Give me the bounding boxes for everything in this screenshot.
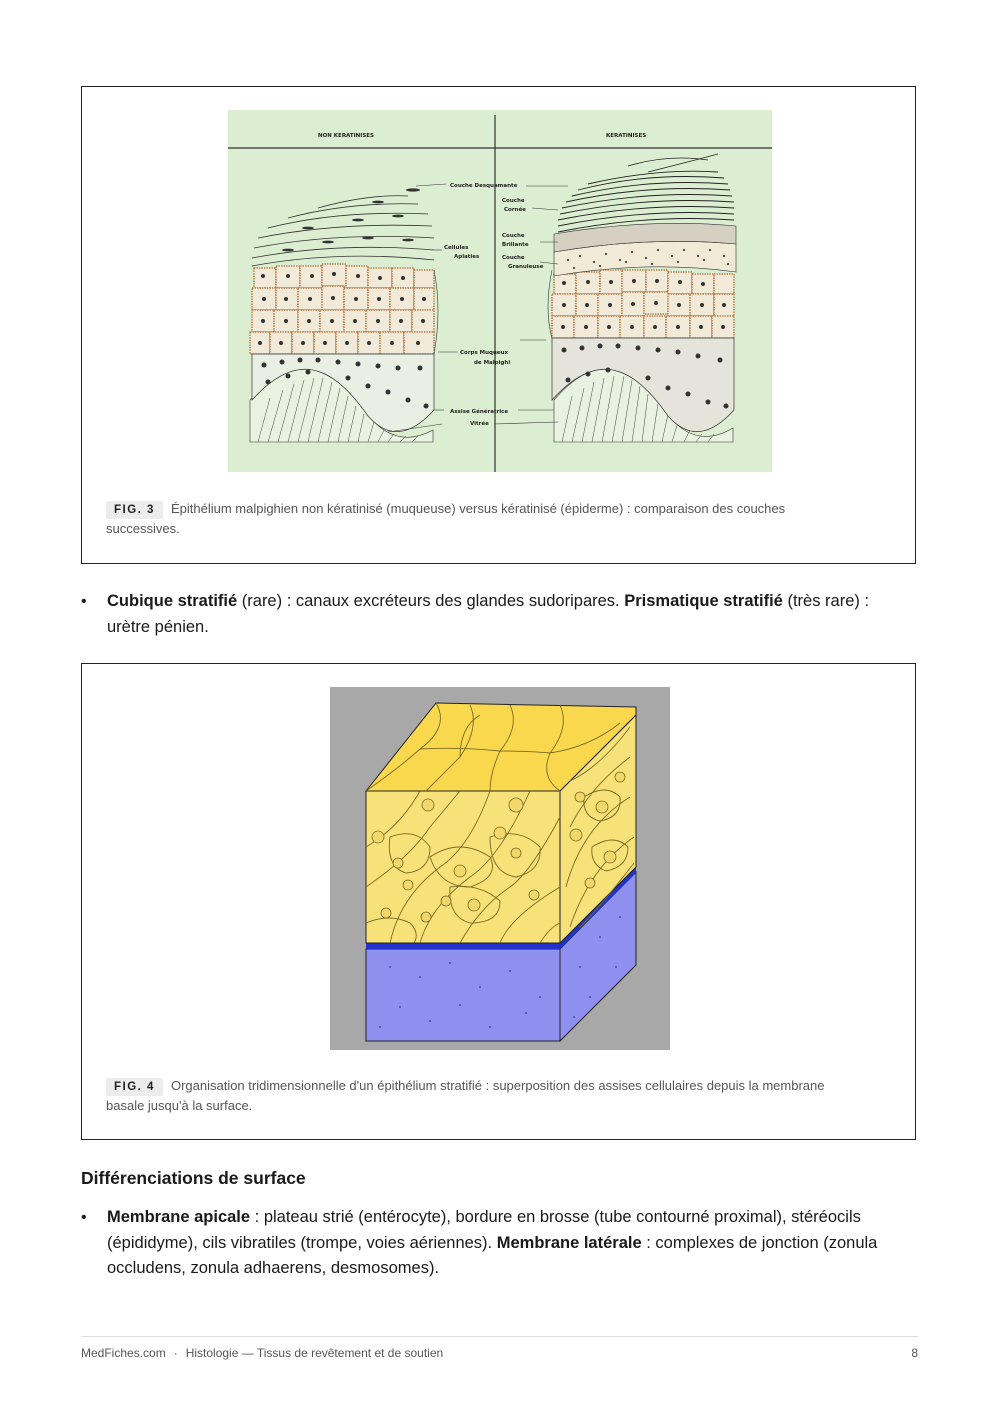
page-footer [81, 1336, 918, 1360]
label-brillante-2: Brillante [502, 242, 529, 248]
figure-4-caption-text: Organisation tridimensionnelle d'un épithélium stratifié : superposition des assises cellulaires depuis la membrane basale jusqu'à la surface. [106, 1078, 825, 1113]
label-aplaties-1: Cellules [444, 245, 469, 251]
label-desquamante: Couche Desquamante [450, 183, 518, 189]
page-number: 8 [911, 1346, 918, 1360]
label-cornee-1: Couche [502, 198, 525, 204]
label-generatrice: Assise Génératrice [450, 409, 509, 415]
figure-4-tag: FIG. 4 [106, 1078, 163, 1096]
term-prismatique-stratifie: Prismatique stratifié [624, 592, 783, 610]
figure-3-caption [106, 499, 855, 539]
figure-4 [81, 663, 916, 1140]
label-cornee-2: Cornée [504, 207, 526, 213]
section-heading: Différenciations de surface [81, 1168, 306, 1188]
footer-site: MedFiches.com [81, 1346, 166, 1360]
stratified-epithelium-3d-diagram [330, 687, 670, 1050]
label-keratinises: KERATINISES [606, 133, 647, 139]
label-malpighi-1: Corps Muqueux [460, 350, 509, 356]
bullet-text-part: (rare) : canaux excréteurs des glandes sudoripares. [237, 592, 625, 610]
figure-3-image [228, 110, 772, 472]
bullet-text [107, 1205, 901, 1282]
figure-4-image [330, 687, 670, 1050]
footer-title: Histologie — Tissus de revêtement et de soutien [185, 1346, 444, 1360]
footer-separator: · [173, 1346, 178, 1360]
label-brillante-1: Couche [502, 233, 525, 239]
term-membrane-laterale: Membrane latérale [496, 1233, 642, 1252]
label-granuleuse-2: Granuleuse [508, 264, 544, 270]
bullet-stratified-types [81, 589, 901, 640]
label-non-keratinises: NON KERATINISES [318, 133, 375, 139]
figure-4-caption [106, 1076, 855, 1116]
bullet-text-part: : complexes de jonction (zonula occludens, zonula adhaerens, desmosomes). [107, 1233, 878, 1277]
label-vitree: Vitrée [470, 421, 489, 427]
term-membrane-apicale: Membrane apicale [107, 1208, 251, 1226]
bullet-text-part: : plateau strié (entérocyte), bordure en brosse (tube contourné proximal), stéréocils (épididyme), cils vibratiles (trompe, voies aériennes). [107, 1208, 861, 1252]
term-cubique-stratifie: Cubique stratifié [107, 592, 238, 610]
bullet-membrane-differentiations [81, 1205, 901, 1282]
label-malpighi-2: de Malpighi [474, 360, 511, 366]
figure-3-caption-text: Épithélium malpighien non kératinisé (muqueuse) versus kératinisé (épiderme) : comparaison des couches successives. [106, 501, 786, 536]
label-aplaties-2: Aplaties [454, 254, 480, 260]
label-granuleuse-1: Couche [502, 255, 525, 261]
bullet-text [107, 589, 901, 640]
malpighian-epithelium-diagram [228, 110, 772, 472]
figure-3-tag: FIG. 3 [106, 501, 163, 519]
bullet-dot: • [81, 1209, 87, 1226]
figure-3 [81, 86, 916, 564]
bullet-dot: • [81, 593, 87, 610]
bullet-text-part: (très rare) : urètre pénien. [107, 592, 870, 636]
